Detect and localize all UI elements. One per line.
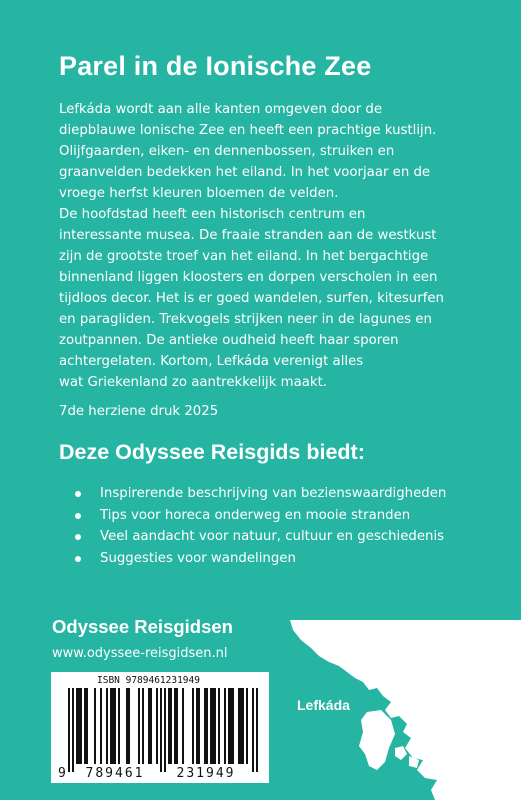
intro-line: zijn de grootste troef van het eiland. In het bergachtige <box>59 249 429 264</box>
intro-line: binnenland liggen kloosters en dorpen verscholen in een <box>59 270 438 285</box>
intro-line: Lefkáda wordt aan alle kanten omgeven door de <box>59 102 383 117</box>
barcode-bar <box>240 688 242 764</box>
intro-line: vroege herfst kleuren bloemen de velden. <box>59 186 339 201</box>
barcode-bar <box>114 688 116 764</box>
barcode-bar <box>198 688 200 764</box>
list-item: Veel aandacht voor natuur, cultuur en geschiedenis <box>75 526 446 548</box>
barcode-bar <box>256 688 258 772</box>
publisher-name: Odyssee Reisgidsen <box>52 616 233 637</box>
list-item: Inspirerende beschrijving van bezienswaardigheden <box>75 483 446 505</box>
barcode-bar <box>78 688 80 764</box>
barcode-bar <box>228 688 230 764</box>
barcode-bar <box>126 688 128 764</box>
barcode-bar <box>118 688 120 764</box>
intro-line: wat Griekenland zo aantrekkelijk maakt. <box>59 375 328 390</box>
intro-text <box>59 99 521 393</box>
isbn-barcode <box>51 672 269 783</box>
edition-note: 7de herziene druk 2025 <box>59 404 219 419</box>
intro-line: interessante musea. De fraaie stranden aan de westkust <box>59 228 437 243</box>
barcode-bar <box>204 688 206 764</box>
barcode-bar <box>106 688 108 764</box>
intro-line: Olijfgaarden, eiken- en dennenbossen, struiken en <box>59 144 395 159</box>
publisher-website: www.odyssee-reisgidsen.nl <box>52 646 228 661</box>
barcode-bar <box>214 688 216 764</box>
barcode-digits-lead: 9 <box>58 766 66 781</box>
barcode-bar <box>148 688 150 764</box>
barcode-bar <box>138 688 140 764</box>
list-item: Tips voor horeca onderweg en mooie stranden <box>75 505 446 527</box>
barcode-bar <box>212 688 214 764</box>
intro-line: De hoofdstad heeft een historisch centrum en <box>59 207 366 222</box>
barcode-bar <box>176 688 178 764</box>
list-item: Suggesties voor wandelingen <box>75 548 446 570</box>
barcode-bar <box>182 688 184 764</box>
page-title: Parel in de Ionische Zee <box>59 51 372 81</box>
barcode-bar <box>84 688 86 764</box>
intro-line: achtergelaten. Kortom, Lefkáda verenigt alles <box>59 354 364 369</box>
barcode-bar <box>112 688 114 764</box>
barcode-bar <box>86 688 88 764</box>
barcode-bar <box>168 688 170 764</box>
barcode-bar <box>246 688 248 764</box>
barcode-bar <box>174 688 176 764</box>
intro-line: diepblauwe Ionische Zee en heeft een prachtige kustlijn. <box>59 123 437 138</box>
barcode-bar <box>242 688 244 764</box>
barcode-digits-right: 231949 <box>176 766 236 781</box>
barcode-bar <box>232 688 234 764</box>
barcode-bar <box>238 688 240 764</box>
intro-line: zoutpannen. De antieke oudheid heeft haar sporen <box>59 333 399 348</box>
intro-line: en paragliden. Trekvogels strijken neer in de lagunes en <box>59 312 432 327</box>
intro-line: graanvelden bedekken het eiland. In het voorjaar en de <box>59 165 431 180</box>
barcode-bar <box>110 688 112 764</box>
intro-line: tijdloos decor. Het is er goed wandelen, surfen, kitesurfen <box>59 291 444 306</box>
barcode-bar <box>150 688 152 764</box>
barcode-bar <box>76 688 78 764</box>
barcode-bar <box>192 688 194 764</box>
barcode-bar <box>196 688 198 764</box>
barcode-bar <box>230 688 232 764</box>
map-label: Lefkáda <box>297 697 350 713</box>
barcode-bar <box>206 688 208 764</box>
barcode-bar <box>68 688 70 772</box>
barcode-bar <box>100 688 102 764</box>
barcode-bar <box>218 688 220 764</box>
barcode-graphic <box>51 672 269 783</box>
barcode-bar <box>94 688 96 764</box>
barcode-bar <box>142 688 144 764</box>
barcode-bar <box>156 688 158 764</box>
barcode-bar <box>224 688 226 764</box>
barcode-bar <box>170 688 172 764</box>
features-list <box>75 483 446 569</box>
barcode-bar <box>164 688 166 772</box>
barcode-digits-left: 789461 <box>85 766 145 781</box>
isbn-label: ISBN 9789461231949 <box>97 675 200 686</box>
barcode-bar <box>210 688 212 764</box>
features-heading: Deze Odyssee Reisgids biedt: <box>59 440 365 464</box>
barcode-bar <box>72 688 74 772</box>
barcode-bar <box>160 688 162 772</box>
barcode-bar <box>128 688 130 764</box>
barcode-bar <box>252 688 254 772</box>
barcode-bar <box>80 688 82 764</box>
